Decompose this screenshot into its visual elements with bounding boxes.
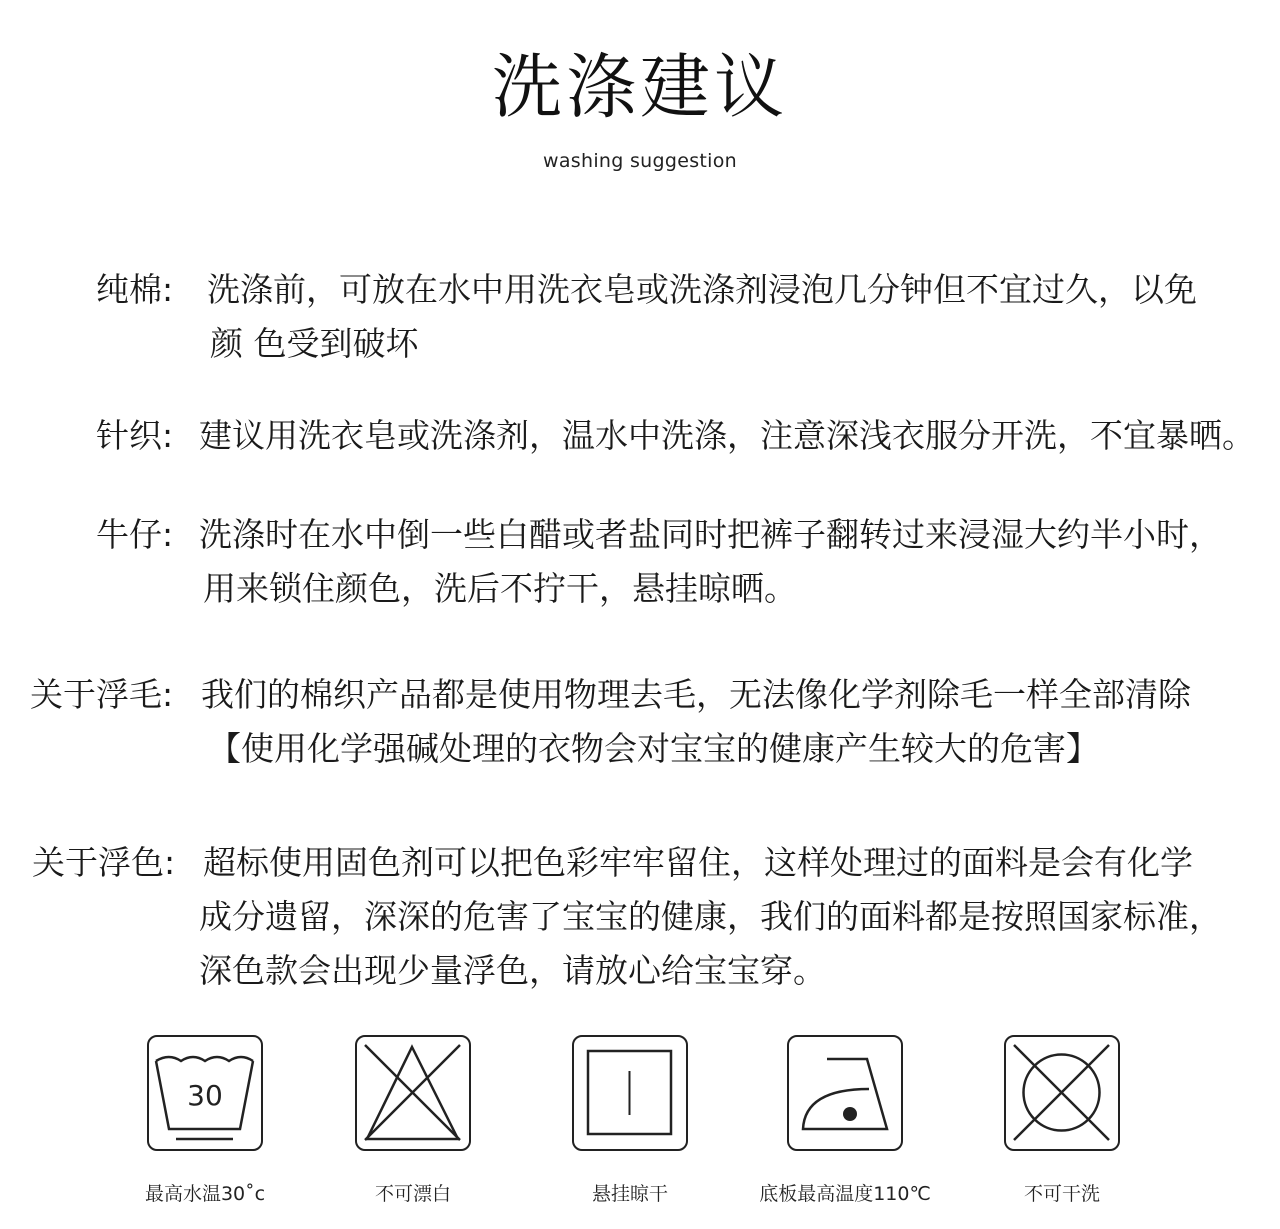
section-label: 关于浮色: [32,843,176,882]
no-dry-clean-icon [1004,1035,1120,1151]
care-symbol-label: 不可干洗 [1023,1183,1100,1205]
wash-temp-text: 30 [187,1079,223,1112]
section-text-line: 用来锁住颜色，洗后不拧干，悬挂晾晒。 [203,569,797,608]
care-symbol-no-dry-clean [962,1035,1162,1206]
section-label: 牛仔: [96,515,174,554]
care-symbol-label: 不可漂白 [374,1183,451,1205]
section-text-line: 颜 色受到破坏 [210,324,419,363]
section-text-line: 洗涤前，可放在水中用洗衣皂或洗涤剂浸泡几分钟但不宜过久，以免 [207,270,1197,309]
care-symbol-wash [105,1035,305,1206]
wash-tub-icon [147,1035,263,1151]
page-title: 洗涤建议 [492,46,788,128]
care-symbols-row [0,1035,1280,1225]
section-lint [0,668,1280,776]
section-text-line: 建议用洗衣皂或洗涤剂，温水中洗涤，注意深浅衣服分开洗，不宜暴晒。 [199,416,1255,455]
section-text-line: 深色款会出现少量浮色，请放心给宝宝穿。 [199,951,826,990]
hang-dry-icon [572,1035,688,1151]
section-cotton [0,263,1280,371]
section-text-line: 成分遗留，深深的危害了宝宝的健康，我们的面料都是按照国家标准， [199,897,1222,936]
no-bleach-icon [355,1035,471,1151]
section-knit [0,409,1280,463]
section-text-line: 洗涤时在水中倒一些白醋或者盐同时把裤子翻转过来浸湿大约半小时， [199,515,1222,554]
section-text-line: 超标使用固色剂可以把色彩牢牢留住，这样处理过的面料是会有化学 [203,843,1193,882]
iron-icon [787,1035,903,1151]
care-symbol-label: 底板最高温度110℃ [759,1183,931,1205]
page-subtitle: washing suggestion [543,150,737,172]
care-symbol-label: 最高水温30˚c [144,1183,266,1205]
care-symbol-hang-dry [530,1035,730,1206]
section-label: 关于浮毛: [30,675,174,714]
care-symbol-iron [745,1035,945,1206]
care-symbol-label: 悬挂晾干 [591,1183,668,1205]
section-label: 针织: [96,416,174,455]
section-text-line: 【使用化学强碱处理的衣物会对宝宝的健康产生较大的危害】 [208,729,1099,768]
section-color-bleed [0,836,1280,998]
section-label: 纯棉: [96,270,174,309]
care-symbol-no-bleach [313,1035,513,1206]
section-denim [0,508,1280,616]
section-text-line: 我们的棉织产品都是使用物理去毛，无法像化学剂除毛一样全部清除 [201,675,1191,714]
